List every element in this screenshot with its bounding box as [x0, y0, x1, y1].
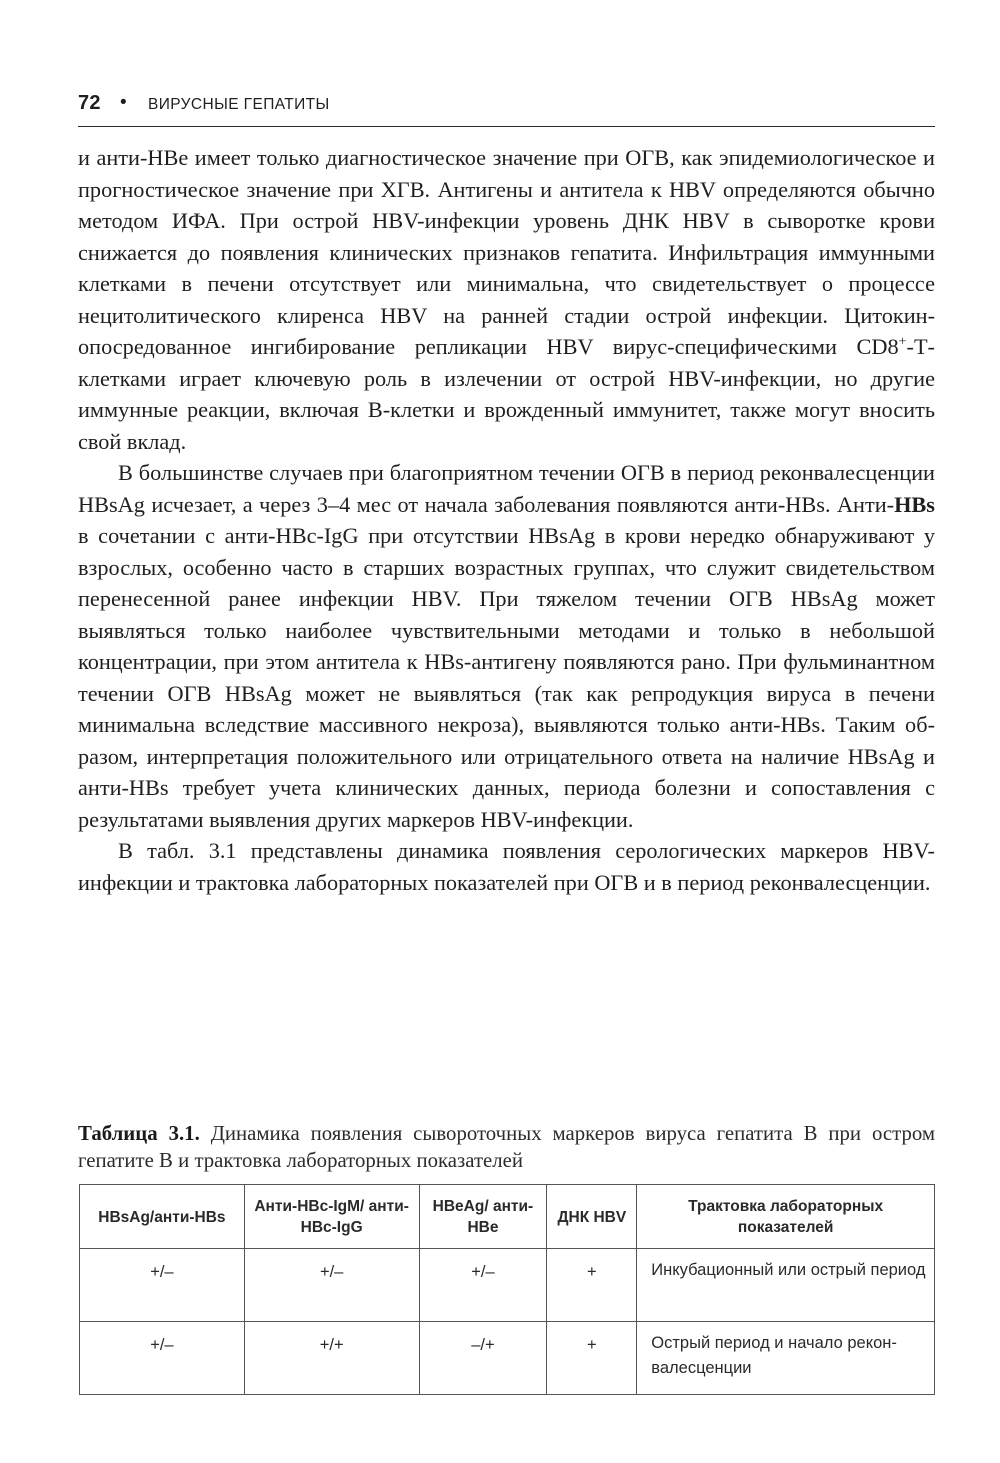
- superscript-plus: +: [898, 334, 907, 350]
- header-hbeag: HBeAg/ анти-HBe: [419, 1185, 547, 1249]
- table-cell: +/–: [419, 1249, 547, 1322]
- header-interpretation: Трактовка лабораторных показателей: [637, 1185, 935, 1249]
- table-caption-text: Динамика появления сывороточных маркеров вируса гепатита В при остром гепатите В и трактовка лабораторных показателей: [78, 1122, 936, 1172]
- paragraph-2-part-2: в сочетании с анти-HBc-IgG при отсутствии HBsAg в крови нередко обнаруживают у взрослых, особенно часто в старших возрастных группах, что служит свидетельством перенесенной ранее инфекции HBV. При тяжелом течении ОГВ HBsAg может выявляться только наиболее чувствительными методами и только в небольшой концентрации, при этом антитела к HBs-антигену появляются рано. При фульминантном течении ОГВ HBsAg может не выявляться (так как репродукция вируса в печени минимальна вследствие массивного некроза), выявляются только анти-HBs. Таким образом, интерпретация положительного или отрицательного ответа на наличие HBsAg и анти-HBs требует учета клинических данных, периода болезни и сопоставления с результатами выявления других маркеров HBV-инфекции.: [78, 523, 935, 832]
- paragraph-1-part-1: и анти-HBe имеет только диагностическое значение при ОГВ, как эпидемиологическое и прогностическое значение при ХГВ. Антигены и антитела к HBV определяются обычно методом ИФА. При острой HBV-инфекции уровень ДНК HBV в сыворотке крови снижается до появления клинических признаков гепатита. Инфильтрация иммунными клетками в печени отсутствует или минимальна, что свидетельствует о процессе нецитолитического клиренса HBV на ранней стадии острой инфекции. Цитокин-опосредованное ингибирование репликации HBV вирус-специфическими CD8: [78, 145, 935, 359]
- paragraph-3: В табл. 3.1 представлены динамика появления серологических маркеров HBV-инфекции и трактовка лабораторных показателей при ОГВ и в период реконвалесценции.: [78, 838, 935, 895]
- running-header: [78, 86, 935, 127]
- paragraph-2-part-1: В большинстве случаев при благоприятном течении ОГВ в период реконвалесценции HBsAg исчезает, а через 3–4 мес от начала заболевания появляются анти-HBs. Анти-: [78, 460, 935, 517]
- table-cell: –/+: [419, 1322, 547, 1395]
- table-cell: +: [547, 1249, 637, 1322]
- table-caption: [78, 1121, 935, 1174]
- paragraph-1-part-2: -Т-клетками играет ключевую роль в излечении от острой HBV-инфекции, но другие иммунные реакции, включая В-клетки и врожденный иммунитет, также могут вносить свой вклад.: [78, 334, 935, 454]
- paragraph-2-bold-term: HBs: [894, 491, 935, 517]
- table-cell: Острый период и начало реконвалесценции: [637, 1322, 935, 1395]
- table-cell: +/–: [80, 1322, 245, 1395]
- table-cell: +/–: [80, 1249, 245, 1322]
- table-header-row: [80, 1185, 935, 1249]
- header-anti-hbc: Анти-HBc-IgM/ анти-HBc-IgG: [244, 1185, 419, 1249]
- header-hbsag: HBsAg/анти-HBs: [80, 1185, 245, 1249]
- header-dna: ДНК HBV: [547, 1185, 637, 1249]
- table-cell: Инкубационный или острый период: [637, 1249, 935, 1322]
- paragraph-2: [78, 457, 935, 835]
- table-cell: +/–: [244, 1249, 419, 1322]
- table-row: [80, 1322, 935, 1395]
- serology-table: [79, 1184, 935, 1395]
- table-row: [80, 1249, 935, 1322]
- paragraph-1: [78, 142, 935, 457]
- body-text: [78, 142, 935, 898]
- table-cell: +/+: [244, 1322, 419, 1395]
- table-cell: +: [547, 1322, 637, 1395]
- table-caption-label: Таблица 3.1.: [78, 1122, 200, 1145]
- page-number: 72: [78, 92, 101, 114]
- bullet-separator: •: [120, 92, 127, 113]
- running-title: ВИРУСНЫЕ ГЕПАТИТЫ: [148, 96, 330, 113]
